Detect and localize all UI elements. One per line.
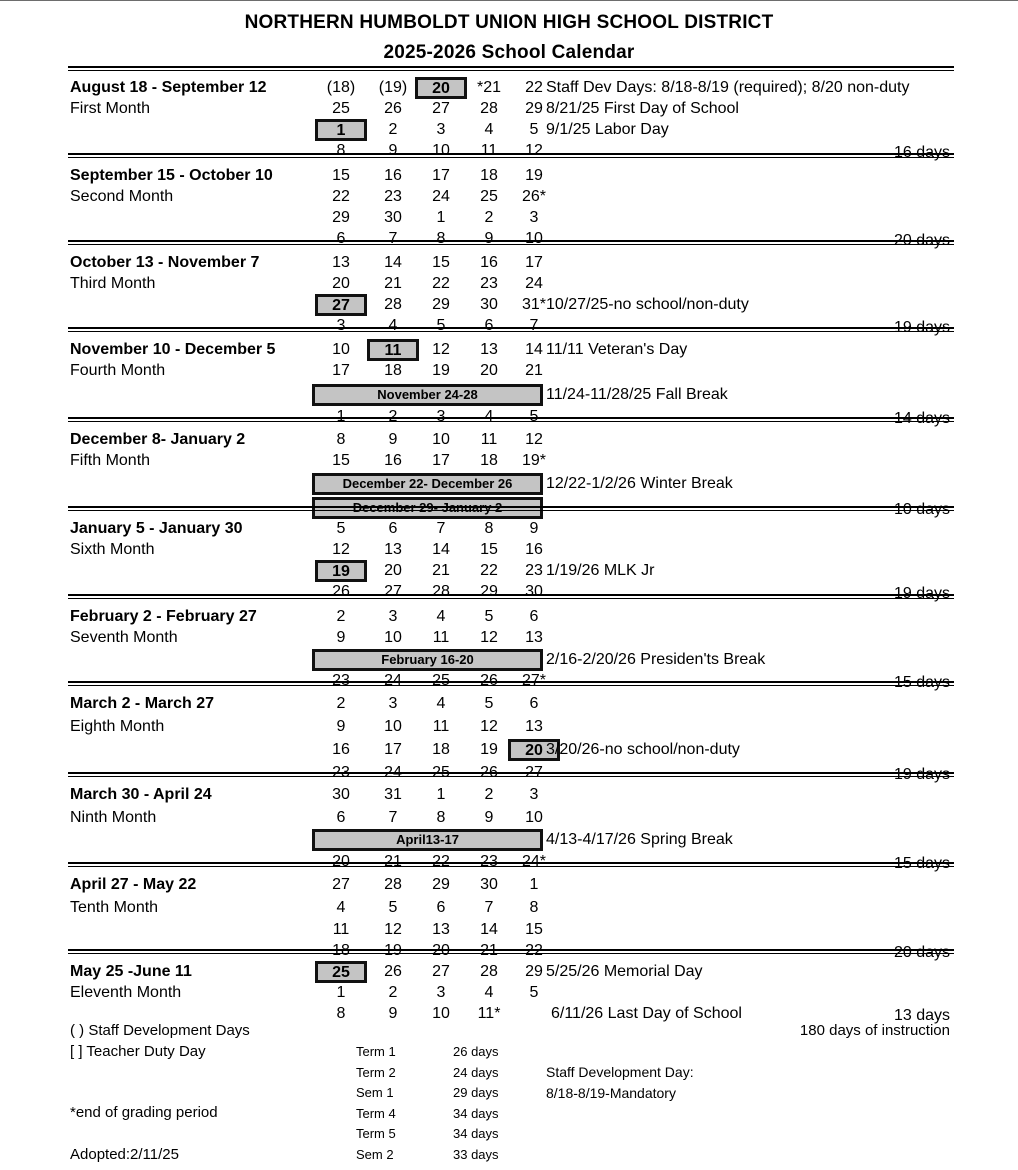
day-cell: 30 <box>480 296 498 313</box>
day-cell: 5 <box>529 121 539 138</box>
calendar-note: 10/27/25-no school/non-duty <box>546 296 749 313</box>
section-divider <box>68 506 954 511</box>
highlighted-day: 11 <box>367 339 419 361</box>
day-cell: 10 <box>384 629 402 646</box>
month-name: First Month <box>70 100 151 117</box>
day-cell: 12 <box>384 921 402 938</box>
day-cell: 5 <box>529 984 539 1001</box>
day-cell: 6 <box>336 230 346 247</box>
day-cell: 8 <box>336 431 346 448</box>
day-cell: 15 <box>432 254 450 271</box>
month-day-count: 19 days <box>893 766 950 783</box>
day-cell: 2 <box>484 786 494 803</box>
month-date-range: January 5 - January 30 <box>70 520 243 537</box>
month-day-count: 13 days <box>893 1007 950 1024</box>
calendar-title: 2025-2026 School Calendar <box>383 42 635 63</box>
district-title: NORTHERN HUMBOLDT UNION HIGH SCHOOL DISTRICT <box>244 12 774 33</box>
day-cell: 8 <box>436 230 446 247</box>
legend-staff-development: ( ) Staff Development Days <box>70 1022 250 1039</box>
day-cell: 3 <box>436 121 446 138</box>
day-cell: 30 <box>332 786 350 803</box>
calendar-note: 12/22-1/2/26 Winter Break <box>546 475 733 492</box>
calendar-note: 4/13-4/17/26 Spring Break <box>546 831 733 848</box>
day-cell: 7 <box>388 230 398 247</box>
day-cell: 3 <box>436 984 446 1001</box>
day-cell: 25 <box>332 100 350 117</box>
day-cell: 8 <box>484 520 494 537</box>
calendar-note: 11/24-11/28/25 Fall Break <box>546 386 728 403</box>
day-cell: 1 <box>336 984 346 1001</box>
day-cell: 5 <box>336 520 346 537</box>
calendar-note: Staff Dev Days: 8/18-8/19 (required); 8/20 non-duty <box>546 79 910 96</box>
day-cell: 6 <box>529 608 539 625</box>
day-cell: 12 <box>480 629 498 646</box>
month-date-range: March 30 - April 24 <box>70 786 212 803</box>
day-cell: 19 <box>525 167 543 184</box>
calendar-note: 1/19/26 MLK Jr <box>546 562 655 579</box>
month-name: Third Month <box>70 275 156 292</box>
day-cell: 4 <box>336 899 346 916</box>
day-cell: 25 <box>480 188 498 205</box>
day-cell: 27 <box>332 876 350 893</box>
day-cell: 25 <box>432 764 450 781</box>
section-divider <box>68 681 954 686</box>
term-days: 26 days <box>453 1044 499 1059</box>
calendar-note: 2/16-2/20/26 Presiden'ts Break <box>546 651 766 668</box>
day-cell: 10 <box>525 809 543 826</box>
term-days: 24 days <box>453 1064 499 1080</box>
day-cell: 11 <box>432 718 450 735</box>
calendar-note: 9/1/25 Labor Day <box>546 121 669 138</box>
total-instruction-days: 180 days of instruction <box>799 1022 950 1039</box>
day-cell: 3 <box>529 209 539 226</box>
day-cell: 3 <box>436 408 446 425</box>
month-date-range: November 10 - December 5 <box>70 341 276 358</box>
day-cell: 28 <box>480 100 498 117</box>
section-divider <box>68 240 954 245</box>
day-cell: 12 <box>480 718 498 735</box>
day-cell: 19 <box>480 741 498 758</box>
day-cell: 26 <box>384 100 402 117</box>
month-name: Fourth Month <box>70 362 166 379</box>
section-divider <box>68 772 954 777</box>
highlighted-day: 20 <box>508 739 560 761</box>
highlighted-day: 19 <box>315 560 367 582</box>
day-cell: 27 <box>432 100 450 117</box>
day-cell: 14 <box>432 541 450 558</box>
day-cell: 11* <box>477 1005 501 1022</box>
day-cell: 3 <box>529 786 539 803</box>
month-name: Ninth Month <box>70 809 157 826</box>
break-bar: April13-17 <box>312 829 543 851</box>
day-cell: 15 <box>332 167 350 184</box>
day-cell: 13 <box>432 921 450 938</box>
day-cell: 23 <box>384 188 402 205</box>
month-day-count: 14 days <box>893 410 950 427</box>
day-cell: 30 <box>384 209 402 226</box>
break-bar: December 29- January 2 <box>312 497 543 519</box>
day-cell: 2 <box>388 408 398 425</box>
month-date-range: March 2 - March 27 <box>70 695 215 712</box>
day-cell: 16 <box>480 254 498 271</box>
day-cell: 22 <box>432 275 450 292</box>
day-cell: 23 <box>332 672 350 689</box>
day-cell: 18 <box>480 452 498 469</box>
day-cell: 27 <box>432 963 450 980</box>
day-cell: 26 <box>480 764 498 781</box>
day-cell: 5 <box>436 317 446 334</box>
term-name: Sem 2 <box>356 1147 394 1162</box>
section-divider <box>68 327 954 332</box>
day-cell: 28 <box>384 876 402 893</box>
legend-grading-period: *end of grading period <box>70 1104 218 1121</box>
section-divider <box>68 66 954 71</box>
month-date-range: October 13 - November 7 <box>70 254 260 271</box>
legend-teacher-duty: [ ] Teacher Duty Day <box>70 1043 206 1060</box>
month-name: Sixth Month <box>70 541 155 558</box>
day-cell: 25 <box>432 672 450 689</box>
day-cell: 28 <box>432 583 450 600</box>
term-days: 34 days <box>453 1126 499 1142</box>
day-cell: 21 <box>525 362 543 379</box>
day-cell: 22 <box>525 942 543 959</box>
day-cell: 14 <box>525 341 543 358</box>
section-divider <box>68 417 954 422</box>
month-day-count: 10 days <box>893 501 950 518</box>
day-cell: 28 <box>480 963 498 980</box>
day-cell: 29 <box>480 583 498 600</box>
day-cell: 5 <box>529 408 539 425</box>
day-cell: 22 <box>480 562 498 579</box>
calendar-note: 11/11 Veteran's Day <box>546 341 688 358</box>
month-date-range: December 8- January 2 <box>70 431 246 448</box>
day-cell: 8 <box>436 809 446 826</box>
day-cell: 4 <box>388 317 398 334</box>
day-cell: 24* <box>521 853 547 870</box>
day-cell: 17 <box>332 362 350 379</box>
day-cell: 22 <box>525 79 543 96</box>
highlighted-day: 20 <box>415 77 467 99</box>
day-cell: 10 <box>432 1005 450 1022</box>
month-day-count: 20 days <box>893 944 950 961</box>
day-cell: 4 <box>484 408 494 425</box>
day-cell: 9 <box>484 230 494 247</box>
day-cell: 21 <box>480 942 498 959</box>
day-cell: 19 <box>384 942 402 959</box>
day-cell: 13 <box>525 718 543 735</box>
day-cell: 20 <box>332 275 350 292</box>
break-bar: February 16-20 <box>312 649 543 671</box>
day-cell: 11 <box>480 431 498 448</box>
day-cell: 19 <box>432 362 450 379</box>
highlighted-day: 25 <box>315 961 367 983</box>
day-cell: 29 <box>432 876 450 893</box>
day-cell: (19) <box>378 79 408 96</box>
day-cell: 21 <box>432 562 450 579</box>
day-cell: 15 <box>480 541 498 558</box>
staff-dev-day-label: Staff Development Day: <box>546 1064 694 1080</box>
calendar-note: 5/25/26 Memorial Day <box>546 963 703 980</box>
day-cell: 9 <box>388 431 398 448</box>
day-cell: 20 <box>332 853 350 870</box>
month-day-count: 19 days <box>893 585 950 602</box>
day-cell: 10 <box>332 341 350 358</box>
day-cell: 7 <box>529 317 539 334</box>
month-name: Fifth Month <box>70 452 151 469</box>
day-cell: 15 <box>525 921 543 938</box>
day-cell: 7 <box>436 520 446 537</box>
day-cell: 27 <box>525 764 543 781</box>
day-cell: 8 <box>529 899 539 916</box>
term-days: 34 days <box>453 1105 499 1121</box>
day-cell: 28 <box>384 296 402 313</box>
term-name: Sem 1 <box>356 1085 394 1101</box>
day-cell: 16 <box>384 167 402 184</box>
top-border <box>0 0 1018 1</box>
month-name: Seventh Month <box>70 629 178 646</box>
day-cell: 6 <box>436 899 446 916</box>
section-divider <box>68 862 954 867</box>
day-cell: 9 <box>388 142 398 159</box>
month-day-count: 19 days <box>893 319 950 336</box>
day-cell: 26* <box>521 188 547 205</box>
day-cell: 9 <box>336 629 346 646</box>
month-name: Tenth Month <box>70 899 159 916</box>
day-cell: 3 <box>336 317 346 334</box>
day-cell: 5 <box>484 695 494 712</box>
day-cell: 23 <box>525 562 543 579</box>
day-cell: 17 <box>432 452 450 469</box>
calendar-note: 6/11/26 Last Day of School <box>551 1005 742 1022</box>
day-cell: 13 <box>332 254 350 271</box>
day-cell: 21 <box>384 853 402 870</box>
day-cell: 13 <box>525 629 543 646</box>
day-cell: (18) <box>326 79 356 96</box>
adopted-date: Adopted:2/11/25 <box>70 1146 179 1163</box>
day-cell: 4 <box>484 984 494 1001</box>
day-cell: 17 <box>432 167 450 184</box>
highlighted-day: 27 <box>315 294 367 316</box>
day-cell: 7 <box>388 809 398 826</box>
day-cell: *21 <box>476 79 502 96</box>
day-cell: 2 <box>336 608 346 625</box>
term-name: Term 1 <box>356 1044 396 1059</box>
day-cell: 21 <box>384 275 402 292</box>
month-day-count: 15 days <box>893 855 950 872</box>
day-cell: 1 <box>336 408 346 425</box>
day-cell: 30 <box>480 876 498 893</box>
month-name: Second Month <box>70 188 174 205</box>
day-cell: 3 <box>388 608 398 625</box>
day-cell: 15 <box>332 452 350 469</box>
day-cell: 6 <box>529 695 539 712</box>
day-cell: 31* <box>521 296 547 313</box>
day-cell: 31 <box>384 786 402 803</box>
day-cell: 24 <box>384 764 402 781</box>
day-cell: 24 <box>384 672 402 689</box>
month-date-range: May 25 -June 11 <box>70 963 192 980</box>
day-cell: 4 <box>436 608 446 625</box>
term-name: Term 2 <box>356 1064 396 1080</box>
section-divider <box>68 594 954 599</box>
day-cell: 9 <box>529 520 539 537</box>
day-cell: 13 <box>384 541 402 558</box>
day-cell: 7 <box>484 899 494 916</box>
day-cell: 26 <box>332 583 350 600</box>
day-cell: 9 <box>484 809 494 826</box>
term-name: Term 5 <box>356 1126 396 1142</box>
day-cell: 8 <box>336 142 346 159</box>
calendar-note: 3/20/26-no school/non-duty <box>546 741 740 758</box>
month-day-count: 16 days <box>893 144 950 161</box>
term-days: 29 days <box>453 1085 499 1101</box>
day-cell: 10 <box>525 230 543 247</box>
day-cell: 16 <box>384 452 402 469</box>
day-cell: 12 <box>525 431 543 448</box>
day-cell: 22 <box>432 853 450 870</box>
day-cell: 8 <box>336 1005 346 1022</box>
day-cell: 26 <box>384 963 402 980</box>
month-date-range: April 27 - May 22 <box>70 876 197 893</box>
day-cell: 23 <box>480 853 498 870</box>
day-cell: 18 <box>480 167 498 184</box>
day-cell: 23 <box>480 275 498 292</box>
day-cell: 1 <box>436 786 446 803</box>
day-cell: 10 <box>432 431 450 448</box>
day-cell: 16 <box>332 741 350 758</box>
day-cell: 1 <box>436 209 446 226</box>
day-cell: 3 <box>388 695 398 712</box>
day-cell: 6 <box>484 317 494 334</box>
day-cell: 17 <box>525 254 543 271</box>
day-cell: 5 <box>388 899 398 916</box>
calendar-note: 8/21/25 First Day of School <box>546 100 739 117</box>
month-date-range: August 18 - September 12 <box>70 79 267 96</box>
day-cell: 20 <box>384 562 402 579</box>
day-cell: 24 <box>525 275 543 292</box>
day-cell: 20 <box>432 942 450 959</box>
day-cell: 17 <box>384 741 402 758</box>
day-cell: 20 <box>480 362 498 379</box>
term-days: 33 days <box>453 1147 499 1162</box>
day-cell: 14 <box>384 254 402 271</box>
day-cell: 24 <box>432 188 450 205</box>
break-bar: November 24-28 <box>312 384 543 406</box>
day-cell: 29 <box>525 100 543 117</box>
day-cell: 9 <box>388 1005 398 1022</box>
day-cell: 4 <box>436 695 446 712</box>
day-cell: 13 <box>480 341 498 358</box>
day-cell: 19* <box>521 452 547 469</box>
day-cell: 30 <box>525 583 543 600</box>
month-date-range: February 2 - February 27 <box>70 608 257 625</box>
day-cell: 18 <box>332 942 350 959</box>
section-divider <box>68 949 954 954</box>
month-name: Eighth Month <box>70 718 165 735</box>
month-name: Eleventh Month <box>70 984 182 1001</box>
month-day-count: 20 days <box>893 232 950 249</box>
day-cell: 2 <box>388 984 398 1001</box>
day-cell: 12 <box>332 541 350 558</box>
break-bar: December 22- December 26 <box>312 473 543 495</box>
day-cell: 10 <box>432 142 450 159</box>
day-cell: 6 <box>336 809 346 826</box>
day-cell: 2 <box>388 121 398 138</box>
day-cell: 4 <box>484 121 494 138</box>
month-date-range: September 15 - October 10 <box>70 167 273 184</box>
day-cell: 1 <box>529 876 539 893</box>
day-cell: 18 <box>384 362 402 379</box>
day-cell: 27* <box>521 672 547 689</box>
day-cell: 16 <box>525 541 543 558</box>
day-cell: 11 <box>432 629 450 646</box>
day-cell: 2 <box>484 209 494 226</box>
day-cell: 29 <box>332 209 350 226</box>
day-cell: 27 <box>384 583 402 600</box>
month-day-count: 15 days <box>893 674 950 691</box>
day-cell: 12 <box>525 142 543 159</box>
day-cell: 26 <box>480 672 498 689</box>
day-cell: 11 <box>332 921 350 938</box>
day-cell: 10 <box>384 718 402 735</box>
highlighted-day: 1 <box>315 119 367 141</box>
day-cell: 18 <box>432 741 450 758</box>
day-cell: 11 <box>480 142 498 159</box>
day-cell: 14 <box>480 921 498 938</box>
day-cell: 23 <box>332 764 350 781</box>
day-cell: 22 <box>332 188 350 205</box>
day-cell: 5 <box>484 608 494 625</box>
day-cell: 9 <box>336 718 346 735</box>
day-cell: 12 <box>432 341 450 358</box>
section-divider <box>68 153 954 158</box>
day-cell: 29 <box>525 963 543 980</box>
term-name: Term 4 <box>356 1105 396 1121</box>
day-cell: 2 <box>336 695 346 712</box>
day-cell: 29 <box>432 296 450 313</box>
day-cell: 6 <box>388 520 398 537</box>
staff-dev-day-value: 8/18-8/19-Mandatory <box>546 1085 676 1101</box>
